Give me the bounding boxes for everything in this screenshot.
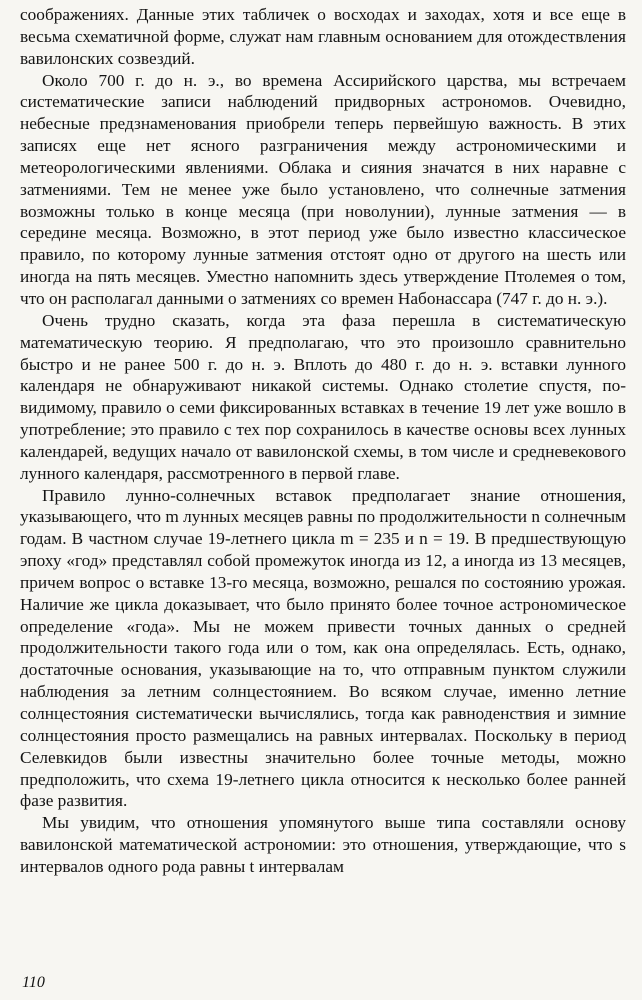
paragraph-continuation: соображениях. Данные этих табличек о восходах и заходах, хотя и все еще в весьма схематичной форме, служат нам главным основанием для отождествления вавилонских созвездий.: [20, 5, 626, 68]
paragraph-mathematical-theory: Очень трудно сказать, когда эта фаза перешла в систематическую математическую теорию. Я предполагаю, что это произошло сравнительно быстро и не ранее 500 г. до н. э. Вплоть до 480 г. до н. э. вставки лунного календаря не обнаруживают никакой системы. Однако столетие спустя, по-видимому, правило о семи фиксированных вставках в течение 19 лет уже вошло в употребление; это правило с тех пор сохранилось в качестве основы всех лунных календарей, ведущих начало от вавилонской схемы, в том числе и средневекового лунного календаря, рассмотренного в первой главе.: [20, 310, 626, 483]
page-number: 110: [22, 974, 45, 991]
paragraph-lunisolar-intercalation: Правило лунно-солнечных вставок предполагает знание отношения, указывающего, что m лунных месяцев равны по продолжительности n солнечным годам. В частном случае 19-летнего цикла m = 235 и n = 19. В предшествующую эпоху «год» представлял собой промежуток иногда из 12, а иногда из 13 месяцев, причем вопрос о вставке 13-го месяца, возможно, решался по состоянию урожая. Наличие же цикла доказывает, что было принято более точное астрономическое определение «года». Мы не можем привести точных данных о средней продолжительности такого года или о том, как она определялась. Есть, однако, достаточные основания, указывающие на то, что отправным пунктом служили наблюдения за летним солнцестоянием. Во всяком случае, именно летние солнцестояния систематически вычислялись, тогда как равноденствия и зимние солнцестояния просто размещались на равных интервалах. Поскольку в период Селевкидов были известны значительно более точные методы, можно предположить, что схема 19-летнего цикла относится к несколько более ранней фазе развития.: [20, 485, 626, 811]
paragraph-babylonian-ratios: Мы увидим, что отношения упомянутого выше типа составляли основу вавилонской математической астрономии: это отношения, утверждающие, что s интервалов одного рода равны t интервалам: [20, 813, 626, 876]
paragraph-assyrian-records: Около 700 г. до н. э., во времена Ассирийского царства, мы встречаем систематические записи наблюдений придворных астрономов. Очевидно, небесные предзнаменования приобрели теперь первейшую важность. В этих записях еще нет ясного разграничения между астрономическими и метеорологическими явлениями. Облака и сияния значатся в них наравне с затмениями. Тем не менее уже было установлено, что солнечные затмения возможны только в конце месяца (при новолунии), лунные затмения — в середине месяца. Возможно, в этот период уже было известно классическое правило, по которому лунные затмения отстоят одно от другого на шесть или иногда на пять месяцев. Уместно напомнить здесь утверждение Птолемея о том, что он располагал данными о затмениях со времен Набонассара (747 г. до н. э.).: [20, 70, 626, 308]
